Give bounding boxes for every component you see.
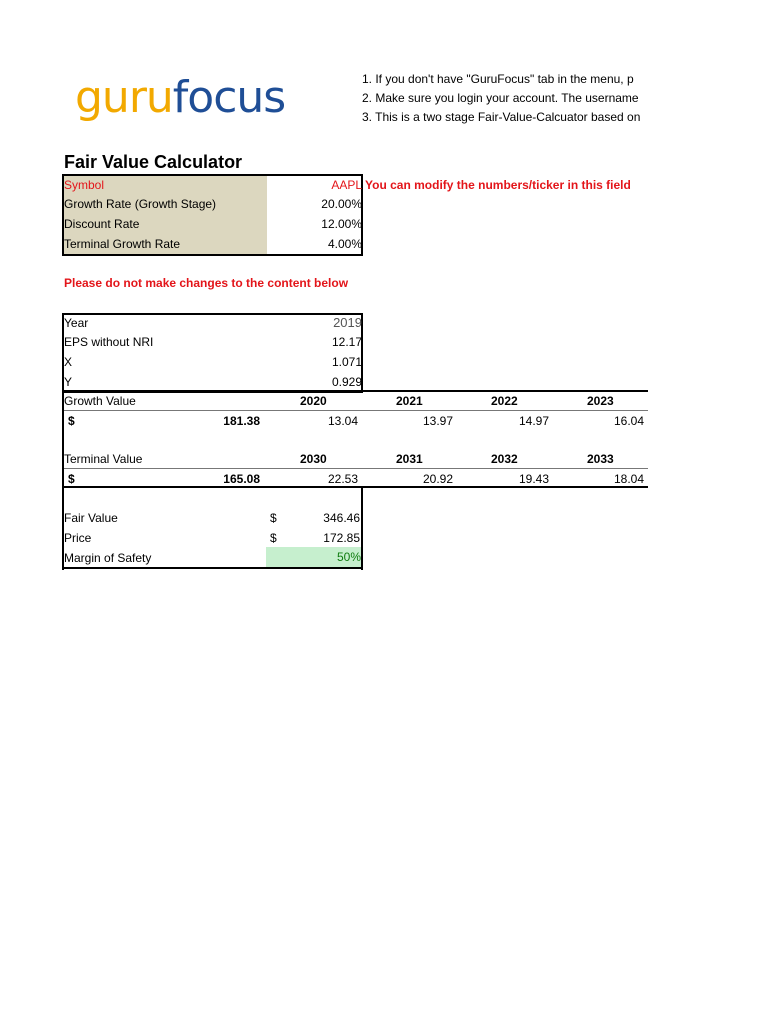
warning-text: Please do not make changes to the content below <box>64 276 349 290</box>
growth-currency: $ <box>68 414 75 428</box>
margin-label: Margin of Safety <box>64 551 152 565</box>
fair-value-label: Fair Value <box>64 511 118 525</box>
growth-value-2020: 13.04 <box>327 414 358 428</box>
year-value: 2019 <box>333 315 362 330</box>
projection-top-border <box>62 390 648 392</box>
terminal-year-2031: 2031 <box>396 452 423 466</box>
terminal-value-2032: 19.43 <box>518 472 549 486</box>
growth-year-2023: 2023 <box>587 394 614 408</box>
discount-rate-field[interactable]: 12.00% <box>321 217 362 231</box>
growth-rate-label: Growth Rate (Growth Stage) <box>64 197 217 211</box>
eps-label: EPS without NRI <box>64 335 154 349</box>
terminal-currency: $ <box>68 472 75 486</box>
year-label: Year <box>64 316 89 330</box>
price-value: 172.85 <box>323 531 360 545</box>
terminal-value-2030: 22.53 <box>327 472 358 486</box>
margin-value: 50% <box>266 547 361 567</box>
gurufocus-logo <box>75 68 285 128</box>
growth-year-2022: 2022 <box>491 394 518 408</box>
y-value: 0.929 <box>331 375 362 389</box>
summary-right-border <box>361 488 363 570</box>
growth-total: 181.38 <box>223 414 260 428</box>
terminal-growth-label: Terminal Growth Rate <box>64 237 181 251</box>
x-value: 1.071 <box>331 355 362 369</box>
price-label: Price <box>64 531 92 545</box>
fair-value-currency: $ <box>270 511 277 525</box>
logo-guru-text: guru <box>75 72 173 123</box>
growth-value-2022: 14.97 <box>518 414 549 428</box>
note-3: 3. This is a two stage Fair-Value-Calcuator based on <box>362 110 641 124</box>
symbol-field[interactable]: AAPL <box>331 178 362 192</box>
instruction-notes <box>362 70 652 127</box>
terminal-value-label: Terminal Value <box>64 452 143 466</box>
terminal-year-2030: 2030 <box>300 452 327 466</box>
growth-value-label: Growth Value <box>64 394 136 408</box>
terminal-year-2032: 2032 <box>491 452 518 466</box>
terminal-value-2031: 20.92 <box>422 472 453 486</box>
price-currency: $ <box>270 531 277 545</box>
discount-rate-label: Discount Rate <box>64 217 140 231</box>
page-title: Fair Value Calculator <box>64 152 243 172</box>
growth-year-2020: 2020 <box>300 394 327 408</box>
terminal-year-2033: 2033 <box>587 452 614 466</box>
growth-rate-field[interactable]: 20.00% <box>321 197 362 211</box>
growth-year-2021: 2021 <box>396 394 423 408</box>
note-2: 2. Make sure you login your account. The username <box>362 91 639 105</box>
terminal-total: 165.08 <box>223 472 260 486</box>
note-1: 1. If you don't have "GuruFocus" tab in the menu, p <box>362 72 634 86</box>
growth-value-2021: 13.97 <box>422 414 453 428</box>
symbol-label: Symbol <box>64 178 105 192</box>
terminal-growth-field[interactable]: 4.00% <box>327 237 362 251</box>
logo-focus-text: focus <box>172 72 286 123</box>
x-label: X <box>64 355 73 369</box>
y-label: Y <box>64 375 73 389</box>
fair-value: 346.46 <box>323 511 360 525</box>
terminal-value-2033: 18.04 <box>613 472 644 486</box>
eps-value: 12.17 <box>331 335 362 349</box>
growth-value-2023: 16.04 <box>613 414 644 428</box>
symbol-note: You can modify the numbers/ticker in this field <box>365 178 631 192</box>
